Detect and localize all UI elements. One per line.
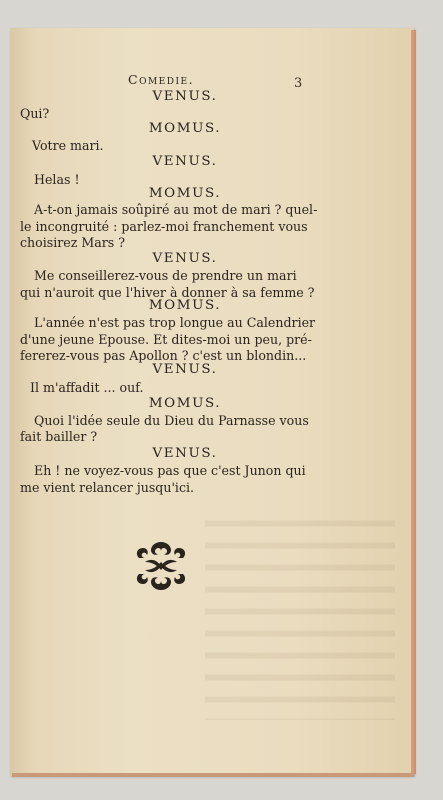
page-edge-bottom xyxy=(12,773,414,777)
speaker-venus: VENUS. xyxy=(152,362,218,377)
dialogue-line: L'année n'est pas trop longue au Calendrier xyxy=(34,315,316,330)
dialogue-line: A-t-on jamais soûpiré au mot de mari ? quel- xyxy=(34,202,318,217)
page-edge-right xyxy=(411,30,416,774)
speaker-venus: VENUS. xyxy=(152,251,218,266)
speaker-venus: VENUS. xyxy=(152,89,218,104)
running-head: Comedie. xyxy=(128,72,195,87)
verso-show-through xyxy=(205,510,395,720)
speaker-venus: VENUS. xyxy=(152,446,218,461)
dialogue-line: d'une jeune Epouse. Et dites-moi un peu, pré- xyxy=(20,332,312,347)
speaker-momus: MOMUS. xyxy=(148,396,222,411)
dialogue-line: Il m'affadit ... ouf. xyxy=(30,380,144,395)
dialogue-line: qui n'auroit que l'hiver à donner à sa femme ? xyxy=(20,285,315,300)
dialogue-line: Qui? xyxy=(20,106,50,121)
speaker-venus: VENUS. xyxy=(152,154,218,169)
speaker-momus: MOMUS. xyxy=(148,186,222,201)
fleuron-ornament-icon xyxy=(131,536,191,596)
dialogue-line: le incongruité : parlez-moi franchement vous xyxy=(20,219,308,234)
dialogue-line: choisirez Mars ? xyxy=(20,235,126,250)
dialogue-line: Helas ! xyxy=(34,172,80,187)
dialogue-line: fererez-vous pas Apollon ? c'est un blondin... xyxy=(20,348,307,363)
dialogue-line: Me conseillerez-vous de prendre un mari xyxy=(34,268,297,283)
dialogue-line: Quoi l'idée seule du Dieu du Parnasse vous xyxy=(34,413,309,428)
dialogue-line: me vient relancer jusqu'ici. xyxy=(20,480,195,495)
dialogue-line: Votre mari. xyxy=(32,138,104,153)
dialogue-line: Eh ! ne voyez-vous pas que c'est Junon qui xyxy=(34,463,306,478)
signature-mark: 3 xyxy=(294,76,303,91)
speaker-momus: MOMUS. xyxy=(148,298,222,313)
dialogue-line: fait bailler ? xyxy=(20,429,98,444)
speaker-momus: MOMUS. xyxy=(148,121,222,136)
